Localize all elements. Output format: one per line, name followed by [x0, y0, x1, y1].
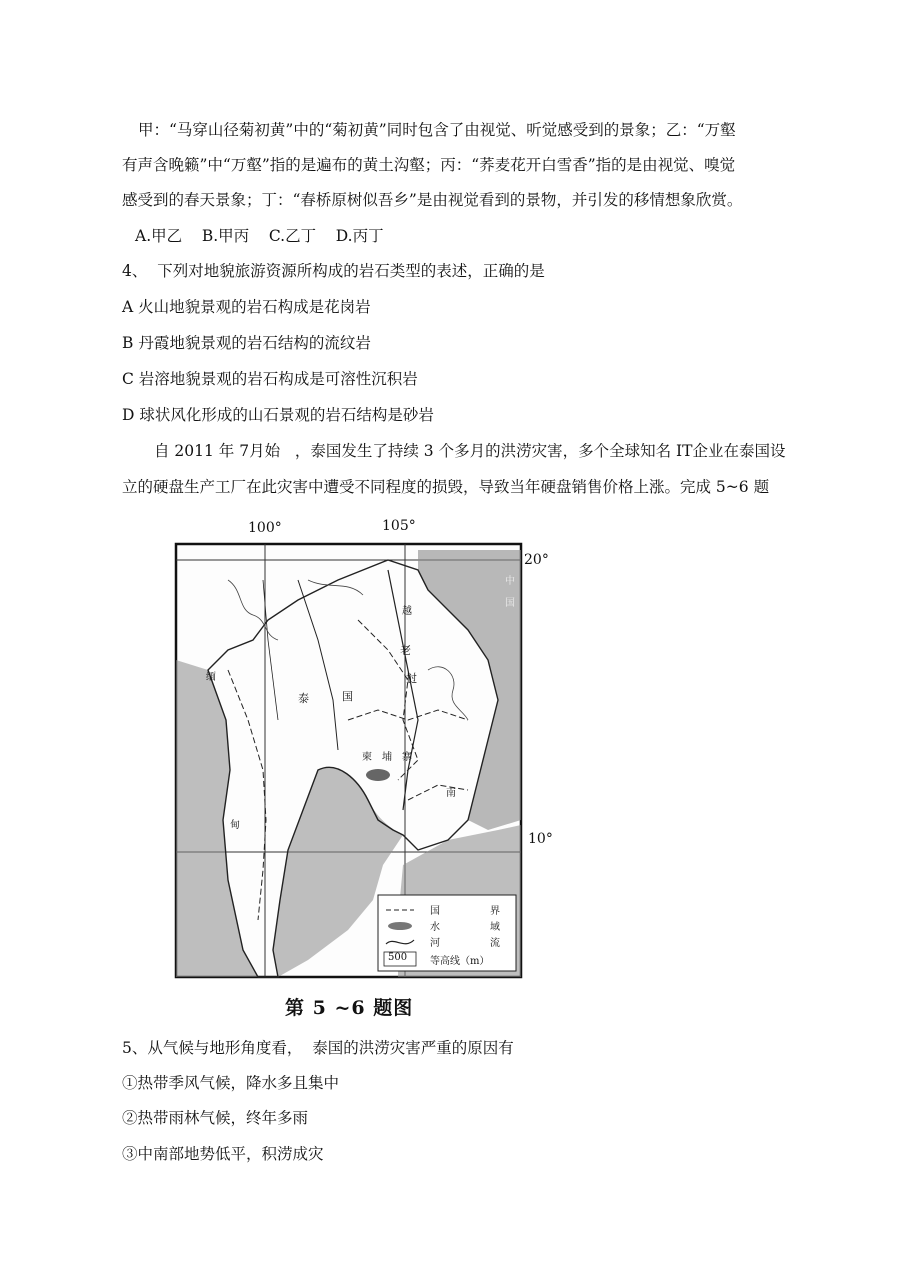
- region-vietnam-north: 越: [402, 606, 412, 617]
- region-cambodia-2: 埔: [382, 752, 392, 763]
- lat-label-20: 20°: [524, 552, 549, 568]
- region-laos-2: 挝: [406, 672, 417, 685]
- thailand-map: [168, 520, 558, 990]
- q4-option-b: B 丹霞地貌景观的岩石结构的流纹岩: [122, 334, 371, 352]
- legend-border-2: 界: [490, 906, 500, 917]
- legend-river-2: 流: [490, 938, 500, 949]
- q5-option-3: ③中南部地势低平，积涝成灾: [122, 1145, 324, 1163]
- legend-contour-value: 500: [388, 952, 408, 963]
- region-myanmar-2: 甸: [230, 820, 240, 831]
- region-china-2: 国: [505, 598, 515, 609]
- q3-options: A.甲乙 B.甲丙 C.乙丁 D.丙丁: [135, 227, 384, 245]
- region-cambodia-1: 柬: [362, 752, 372, 763]
- region-thailand-1: 泰: [298, 692, 309, 705]
- region-thailand-2: 国: [342, 690, 353, 703]
- q4-option-a: A 火山地貌景观的岩石构成是花岗岩: [122, 298, 371, 316]
- region-laos-1: 老: [400, 644, 411, 657]
- q5-stem: 5、从气候与地形角度看， 泰国的洪涝灾害严重的原因有: [122, 1039, 514, 1057]
- lat-label-10: 10°: [528, 831, 553, 847]
- q4-option-d: D 球状风化形成的山石景观的岩石结构是砂岩: [122, 406, 434, 424]
- intro-line-3: 感受到的春天景象；丁：“春桥原树似吾乡”是由视觉看到的景物，并引发的移情想象欣赏。: [122, 191, 743, 209]
- q5-option-2: ②热带雨林气候，终年多雨: [122, 1109, 309, 1127]
- region-vietnam-south: 南: [446, 788, 456, 799]
- intro-line-2: 有声含晚籁”中“万壑”指的是遍布的黄土沟壑；丙：“荞麦花开白雪香”指的是由视觉、嗅觉: [122, 156, 736, 174]
- legend-water-1: 水: [430, 922, 440, 933]
- legend-border-1: 国: [430, 906, 440, 917]
- q4-option-c: C 岩溶地貌景观的岩石构成是可溶性沉积岩: [122, 370, 418, 388]
- passage-line-1: 自 2011 年 7月始 ，泰国发生了持续 3 个多月的洪涝灾害，多个全球知名 IT企业在泰国设: [154, 442, 786, 460]
- legend-water-2: 域: [490, 922, 500, 933]
- lon-label-100: 100°: [248, 520, 282, 536]
- q4-stem: 4、 下列对地貌旅游资源所构成的岩石类型的表述，正确的是: [122, 262, 545, 280]
- region-myanmar-1: 缅: [206, 672, 216, 683]
- map-caption: 第 5 ~6 题图: [285, 997, 414, 1019]
- region-cambodia-3: 寨: [402, 752, 412, 763]
- passage-line-2: 立的硬盘生产工厂在此灾害中遭受不同程度的损毁，导致当年硬盘销售价格上涨。完成 5~6 题: [122, 478, 770, 496]
- region-china-1: 中: [505, 576, 515, 587]
- lon-label-105: 105°: [382, 518, 416, 534]
- q5-option-1: ①热带季风气候，降水多且集中: [122, 1074, 340, 1092]
- intro-line-1: 甲：“马穿山径菊初黄”中的“菊初黄”同时包含了由视觉、听觉感受到的景象；乙：“万壑: [138, 121, 736, 139]
- legend-contour-label: 等高线（m）: [430, 956, 490, 967]
- legend-river-1: 河: [430, 938, 440, 949]
